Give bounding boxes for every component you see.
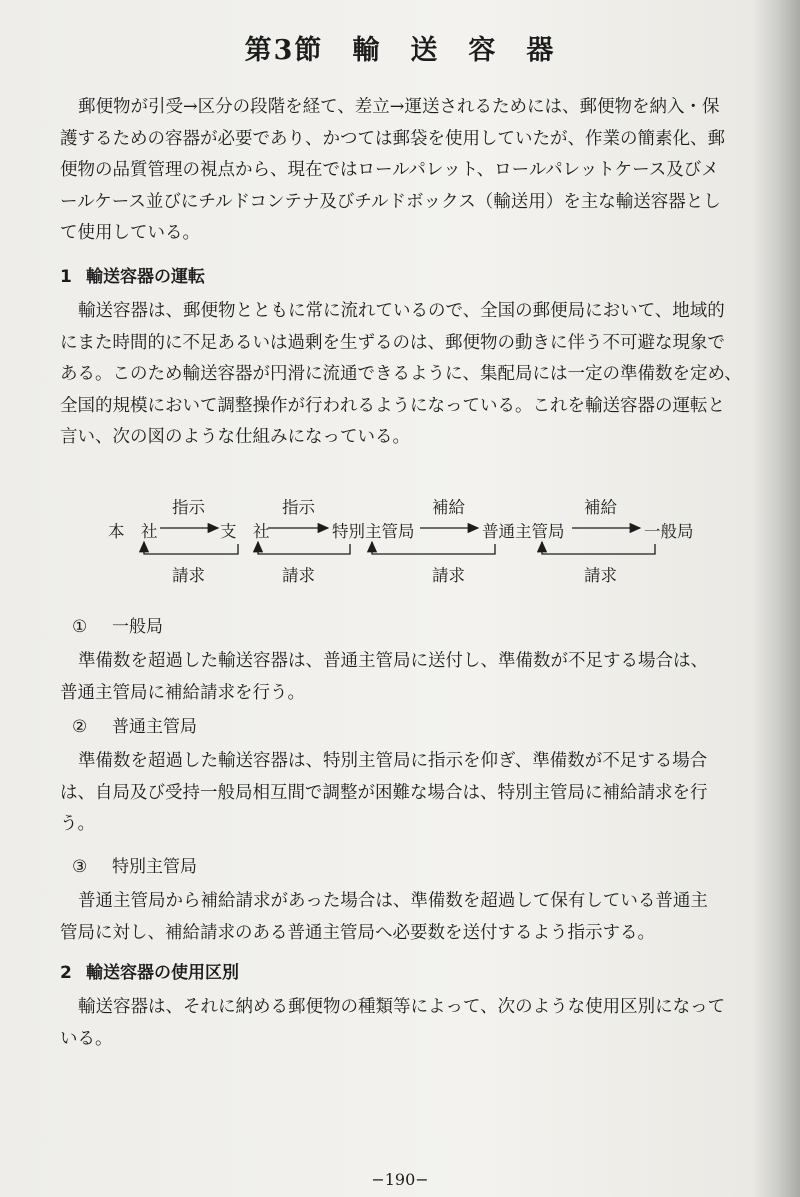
label-request-2: 請求 [282,566,315,585]
item-title: 一般局 [112,617,163,637]
label-supply-1: 補給 [432,498,465,517]
heading-number: 1 [60,267,72,287]
heading-text: 輸送容器の運転 [86,267,205,287]
node-ordinary-main: 普通主管局 [482,522,565,541]
item-1-paragraph [60,646,772,709]
text-line: 言い、次の図のような仕組みになっている。 [60,427,410,447]
label-request-3: 請求 [432,566,465,585]
node-general: 一般局 [644,522,694,541]
text-line: は、自局及び受持一般局相互間で調整が困難な場合は、特別主管局に補給請求を行 [60,782,708,803]
item-mark: ③ [72,857,88,877]
text-line: 護するための容器が必要であり、かつては郵袋を使用していたが、作業の簡素化、郵 [60,128,725,149]
text-line: 普通主管局に補給請求を行う。 [60,682,305,703]
item-3-paragraph [60,886,772,949]
page-number: −190− [371,1170,429,1189]
heading-number: 2 [60,963,72,983]
label-instruct-2: 指示 [282,498,315,517]
label-supply-2: 補給 [584,498,617,517]
text-line: 郵便物が引受→区分の段階を経て、差立→運送されるためには、郵便物を納入・保 [78,97,720,117]
heading-text: 輸送容器の使用区別 [86,963,239,983]
intro-paragraph [60,92,772,250]
label-request-1: 請求 [172,566,205,585]
text-line: いる。 [60,1028,113,1049]
node-special-main: 特別主管局 [332,522,415,541]
node-head-office: 本 社 [108,522,158,541]
section-title: 第3節 輸 送 容 器 [244,35,556,66]
text-line: 普通主管局から補給請求があった場合は、準備数を超過して保有している普通主 [78,891,708,911]
text-line: 便物の品質管理の視点から、現在ではロールパレット、ロールパレットケース及びメ [60,160,719,180]
item-2-heading [72,712,197,737]
item-mark: ① [72,617,88,637]
text-line: 輸送容器は、それに納める郵便物の種類等によって、次のような使用区別になって [78,997,726,1017]
label-request-4: 請求 [584,566,617,585]
text-line: 準備数を超過した輸送容器は、普通主管局に送付し、準備数が不足する場合は、 [78,651,708,671]
flow-diagram [0,480,800,590]
item-1-heading [72,612,163,637]
item-3-heading [72,852,197,877]
text-line: 全国的規模において調整操作が行われるようになっている。これを輸送容器の運転と [60,395,725,416]
text-line: にまた時間的に不足あるいは過剰を生ずるのは、郵便物の動きに伴う不可避な現象で [60,332,725,353]
text-line: 準備数を超過した輸送容器は、特別主管局に指示を仰ぎ、準備数が不足する場合 [78,751,708,771]
text-line: ある。このため輸送容器が円滑に流通できるように、集配局には一定の準備数を定め、 [60,364,742,384]
text-line: う。 [60,814,95,834]
paragraph-2 [60,992,772,1055]
heading-2 [60,958,239,983]
text-line: ールケース並びにチルドコンテナ及びチルドボックス（輸送用）を主な輸送容器とし [60,191,721,212]
arrow-request-1 [144,542,238,554]
item-title: 普通主管局 [112,717,197,737]
heading-1 [60,262,205,287]
arrow-request-2 [258,542,350,554]
text-line: て使用している。 [60,223,200,243]
node-branch: 支 社 [220,522,270,541]
text-line: 管局に対し、補給請求のある普通主管局へ必要数を送付するよう指示する。 [60,922,655,943]
item-title: 特別主管局 [112,857,197,877]
item-2-paragraph [60,746,772,841]
item-mark: ② [72,717,88,737]
text-line: 輸送容器は、郵便物とともに常に流れているので、全国の郵便局において、地域的 [78,301,725,321]
arrow-request-3 [372,542,495,554]
arrow-request-4 [542,542,655,554]
label-instruct-1: 指示 [172,498,205,517]
paragraph-1 [60,296,772,454]
